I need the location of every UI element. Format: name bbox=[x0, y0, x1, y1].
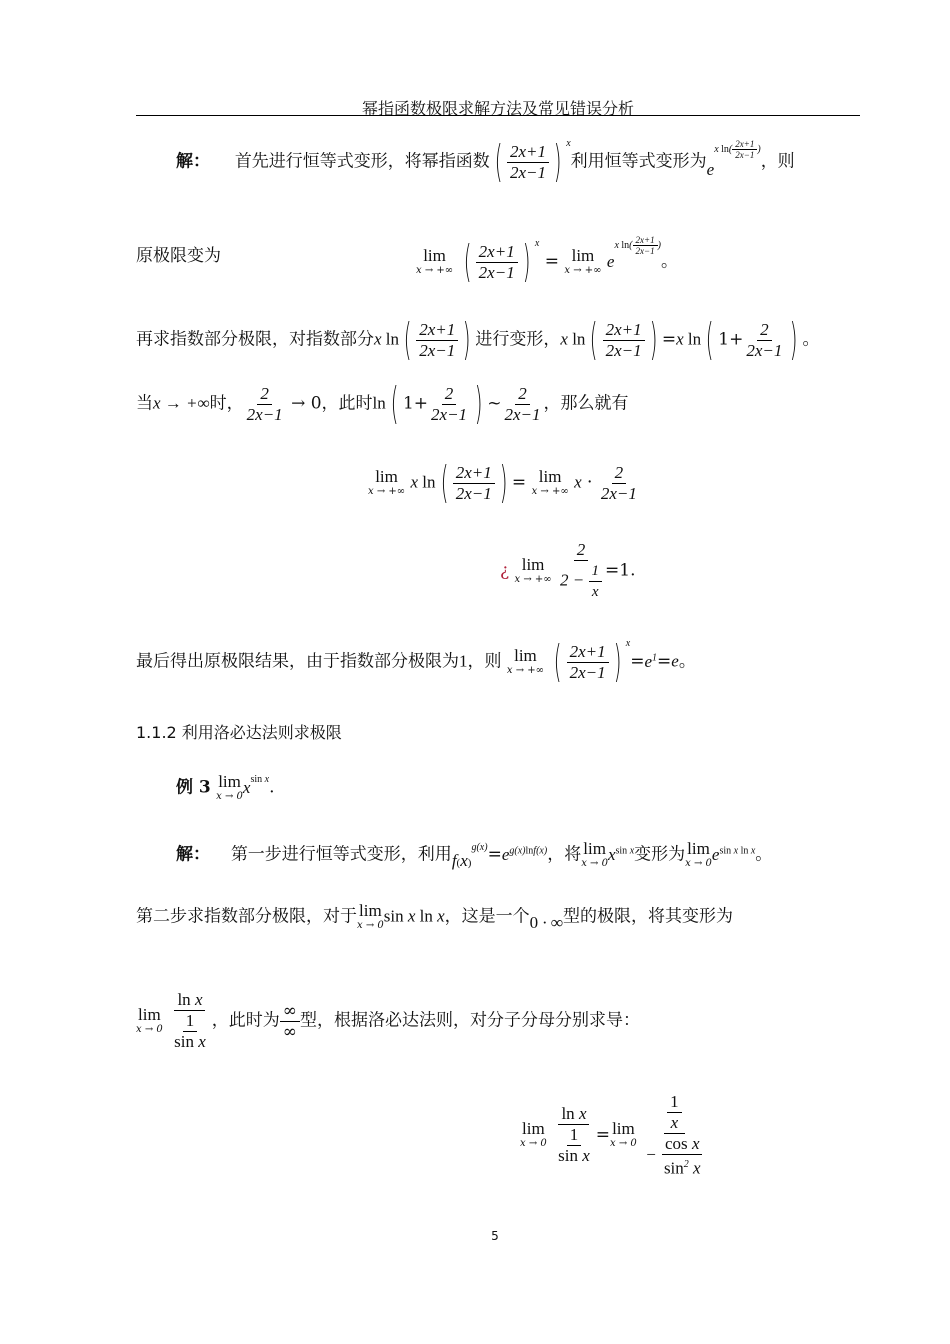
text: ，则 bbox=[760, 151, 795, 172]
text: 时， bbox=[209, 393, 244, 414]
example-3: 例 3 lim x → 0 $x^{sin x}$. bbox=[176, 772, 275, 803]
text: ，将 bbox=[547, 844, 582, 865]
result-value: 1 bbox=[619, 560, 631, 581]
paragraph-7: 第二步求指数部分极限，对于 lim x → 0 sin x ln x，这是一个0 · ∞型的极限，将其变形为 bbox=[136, 901, 734, 932]
formula-limit-transform: lim x → +∞ ( $\frac{2x+1}{2x-1}$ ) $^x$ = lim x → +∞ $e^{x ln( \frac{2x+1}{2x-1} )}$。 bbox=[416, 235, 678, 287]
formula-lhopital: lim x → 0 $\frac{\text{ln x}}{\frac{1}{\text{sin x}}}$ = lim x → 0 $\frac{1}{x}$ − $\frac{\text{cos x}}{\sin^2 x}$ bbox=[520, 1092, 701, 1178]
paragraph-solution-1 bbox=[176, 136, 795, 187]
example-label: 例 3 bbox=[176, 777, 211, 798]
text: 再求指数部分极限，对指数部分 bbox=[136, 329, 374, 350]
solution-label: 解： bbox=[176, 844, 210, 865]
text: ，此时 bbox=[321, 393, 373, 414]
text: 第一步进行恒等式变形，利用 bbox=[230, 844, 452, 865]
formula-exp-form: $e^{x ln( \frac{2x+1}{2x-1} )}$ bbox=[706, 139, 761, 179]
text: 首先进行恒等式变形，将幂指函数 bbox=[234, 151, 490, 172]
page-number: 5 bbox=[491, 1229, 499, 1243]
text: 当 bbox=[136, 393, 153, 414]
formula-exponent-evaluated: ¿ lim x → +∞ 2 2 − $\frac{1}{x}$ =1. bbox=[500, 540, 636, 600]
paragraph-3: 再求指数部分极限，对指数部分x ln ( $\frac{2x+1}{2x-1}$ ) 进行变形，x ln ( $\frac{2x+1}{2x-1}$ ) =x ln ( 1+ $\frac{2}{2x-1}$ ) 。 bbox=[136, 314, 820, 365]
text: 。 bbox=[660, 251, 678, 272]
text: 变形为 bbox=[634, 844, 686, 865]
page-header: 幂指函数极限求解方法及常见错误分析 bbox=[361, 99, 634, 118]
text: 进行变形， bbox=[475, 329, 561, 350]
text: ，这是一个 bbox=[444, 906, 530, 927]
paragraph-5: 最后得出原极限结果，由于指数部分极限为1，则 lim x → +∞ ( $\frac{2x+1}{2x-1}$ ) $^x=e^1=e$。 bbox=[136, 636, 696, 687]
header-rule bbox=[136, 115, 860, 116]
paragraph-2-label: 原极限变为 bbox=[136, 246, 221, 266]
section-heading: 1.1.2 利用洛必达法则求极限 bbox=[136, 723, 342, 742]
text: ，此时为 bbox=[211, 1010, 280, 1031]
text: ，那么就有 bbox=[543, 393, 629, 414]
paragraph-solution-2: 解： 第一步进行恒等式变形，利用$f(x)^{g(x)}=e^{g(x)lnf(x)}$，将 lim x → 0 $x^{sin x}$变形为 lim x → 0 $e^{sin x ln x}$。 bbox=[176, 839, 773, 870]
text: 。 bbox=[678, 651, 696, 672]
text: 利用恒等式变形为 bbox=[570, 151, 707, 172]
value: 1 bbox=[459, 651, 468, 671]
solution-label: 解： bbox=[176, 151, 210, 172]
text: 型的极限，将其变形为 bbox=[563, 906, 734, 927]
formula-power-exponent: ( $\frac{2x+1}{2x-1}$ ) $^x$ bbox=[494, 136, 571, 187]
text: 型，根据洛必达法则，对分子分母分别求导： bbox=[299, 1010, 640, 1031]
paragraph-8: lim x → 0 $\frac{\text{ln x}}{\frac{1}{\text{sin x}}}$ ，此时为 $\frac{\infty}{\infty}$ 型，根据洛必达法则，对分子分母分别求导： bbox=[136, 990, 640, 1051]
formula-exponent-limit: lim x → +∞ x ln ( $\frac{2x+1}{2x-1}$ ) = lim x → +∞ x · $\frac{2}{2x-1}$ bbox=[368, 457, 637, 508]
text: 最后得出原极限结果，由于指数部分极限为 bbox=[136, 651, 459, 672]
text: 。 bbox=[802, 329, 820, 350]
text: 第二步求指数部分极限，对于 bbox=[136, 906, 357, 927]
paragraph-4: 当x → +∞时， $\frac{2}{2x-1}$ → 0，此时ln ( 1+ $\frac{2}{2x-1}$ ) ~ $\frac{2}{2x-1}$ ，那么就有 bbox=[136, 378, 629, 429]
text: ，则 bbox=[467, 651, 502, 672]
text: 。 bbox=[755, 844, 773, 865]
